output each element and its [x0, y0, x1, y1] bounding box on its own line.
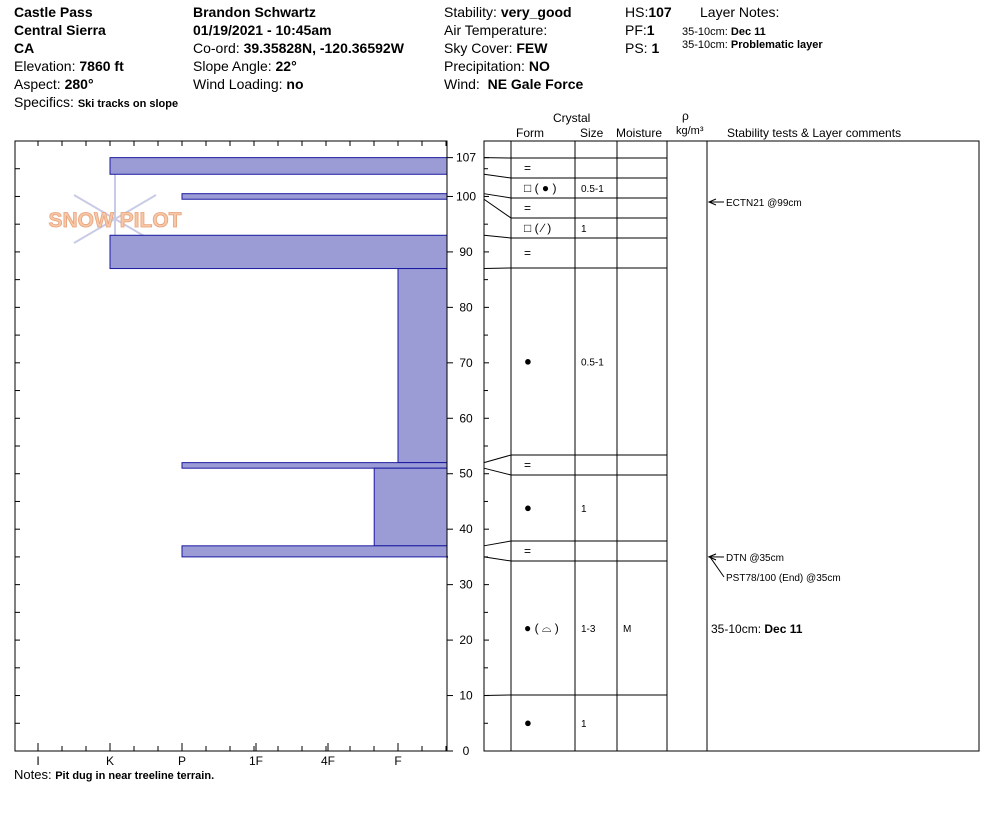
layer-form: ●	[524, 715, 532, 730]
layer-size: 1-3	[581, 624, 596, 635]
layer-form: ●	[524, 500, 532, 515]
stability-test-label: PST78/100 (End) @35cm	[726, 573, 841, 584]
location: Castle Pass	[14, 4, 93, 20]
layer-comment-range: 35-10cm:	[711, 622, 765, 636]
specifics-label: Specifics:	[14, 94, 74, 110]
notes-value: Pit dug in near treeline terrain.	[55, 770, 215, 782]
sky-label: Sky Cover:	[444, 40, 513, 56]
profile-frame	[15, 141, 447, 751]
coord-label: Co-ord:	[193, 40, 240, 56]
observer: Brandon Schwartz	[193, 4, 316, 20]
stability-test-label: DTN @35cm	[726, 553, 784, 564]
hardness-tick-label: P	[177, 754, 187, 768]
layer-notes-label: Layer Notes:	[700, 4, 780, 20]
slope-label: Slope Angle:	[193, 58, 272, 74]
layer-form: ● ( ⌓ )	[524, 621, 559, 635]
hardness-tick-label: 4F	[320, 754, 336, 768]
hardness-bar	[182, 546, 447, 557]
layer-comment	[711, 622, 803, 636]
layer-form: □ ( ● )	[524, 181, 557, 195]
coord-value: 39.35828N, -120.36592W	[243, 40, 404, 56]
height-tick-label: 40	[459, 522, 473, 537]
layer-form: ●	[524, 353, 532, 369]
layer-size: 1	[581, 719, 587, 730]
mountain-range: Central Sierra	[14, 22, 106, 38]
datetime: 01/19/2021 - 10:45am	[193, 22, 332, 38]
state: CA	[14, 40, 35, 56]
height-tick-label: 70	[459, 355, 473, 370]
crystal-header: Crystal	[553, 111, 591, 125]
height-tick-label: 100	[455, 189, 477, 204]
moisture-header: Moisture	[616, 126, 663, 140]
hardness-tick-label: F	[394, 754, 402, 768]
layer-note-2-text: Problematic layer	[730, 39, 823, 51]
wind-loading-label: Wind Loading:	[193, 76, 283, 92]
form-header: Form	[516, 126, 544, 140]
height-tick-label: 0	[462, 744, 470, 758]
specifics-value: Ski tracks on slope	[77, 98, 179, 110]
layer-form: □ ( ∕ )	[524, 221, 552, 235]
hardness-bar	[182, 194, 447, 200]
height-tick-label: 107	[455, 150, 477, 165]
hardness-bar	[110, 235, 447, 268]
slope-value: 22°	[275, 58, 297, 74]
stability-label: Stability:	[444, 4, 497, 20]
wind-label: Wind:	[444, 76, 480, 92]
rho-header: ρ	[682, 109, 689, 123]
hardness-tick-label: 1F	[248, 754, 264, 768]
aspect-value: 280°	[64, 76, 94, 92]
hardness-bar	[182, 463, 447, 469]
hardness-bar	[374, 468, 447, 546]
notes-label: Notes:	[14, 767, 52, 782]
logo-text: SNOW PILOT	[48, 209, 182, 232]
layer-form: =	[524, 161, 532, 175]
layer-table	[484, 141, 979, 751]
hs-label: HS:	[625, 4, 649, 20]
stability-test-label: ECTN21 @99cm	[726, 198, 802, 209]
layer-form: =	[524, 458, 532, 472]
hardness-tick-label: I	[36, 754, 40, 768]
stability-tests	[709, 198, 841, 636]
layer-size: 0.5-1	[581, 357, 604, 369]
hardness-bar	[110, 158, 447, 175]
ps-label: PS:	[625, 40, 648, 56]
layer-form: =	[524, 201, 532, 215]
hs-value: 107	[648, 4, 672, 20]
layer-form: =	[524, 246, 532, 260]
stability-value: very_good	[500, 4, 572, 20]
height-tick-label: 80	[459, 300, 473, 315]
ps-value: 1	[651, 40, 660, 56]
layer-note-2-range: 35-10cm:	[682, 39, 728, 51]
test-arrow-line	[710, 557, 724, 577]
height-tick-label: 60	[459, 411, 473, 426]
pf-value: 1	[646, 22, 655, 38]
height-tick-label: 90	[459, 244, 473, 259]
layer-size: 1	[581, 224, 587, 235]
wind-value: NE Gale Force	[487, 76, 584, 92]
height-tick-label: 20	[459, 633, 473, 648]
layer-boundary	[484, 695, 667, 696]
layer-size: 0.5-1	[581, 184, 604, 195]
pf-label: PF:	[625, 22, 647, 38]
aspect-label: Aspect:	[14, 76, 61, 92]
height-tick-label: 50	[459, 466, 473, 481]
sky-value: FEW	[516, 40, 548, 56]
air-temperature-label: Air Temperature:	[444, 22, 548, 38]
height-tick-label: 30	[459, 577, 473, 592]
layer-comment-note: Dec 11	[764, 622, 803, 636]
hardness-bar	[398, 269, 447, 463]
layer-form: =	[524, 544, 532, 558]
density-unit-header: kg/m³	[676, 125, 704, 137]
stability-tests-header: Stability tests & Layer comments	[727, 126, 902, 140]
layer-note-1-range: 35-10cm:	[682, 26, 728, 38]
table-frame	[484, 141, 979, 751]
elevation-value: 7860 ft	[79, 58, 124, 74]
layer-size: 1	[581, 504, 587, 515]
elevation-label: Elevation:	[14, 58, 76, 74]
height-tick-label: 10	[459, 688, 473, 703]
layer-note-1-text: Dec 11	[730, 26, 766, 38]
precip-value: NO	[528, 58, 550, 74]
size-header: Size	[580, 126, 604, 140]
layer-moisture: M	[623, 624, 632, 635]
hardness-tick-label: K	[105, 754, 115, 768]
precip-label: Precipitation:	[444, 58, 525, 74]
layer-boundary	[484, 268, 667, 269]
wind-loading-value: no	[286, 76, 304, 92]
